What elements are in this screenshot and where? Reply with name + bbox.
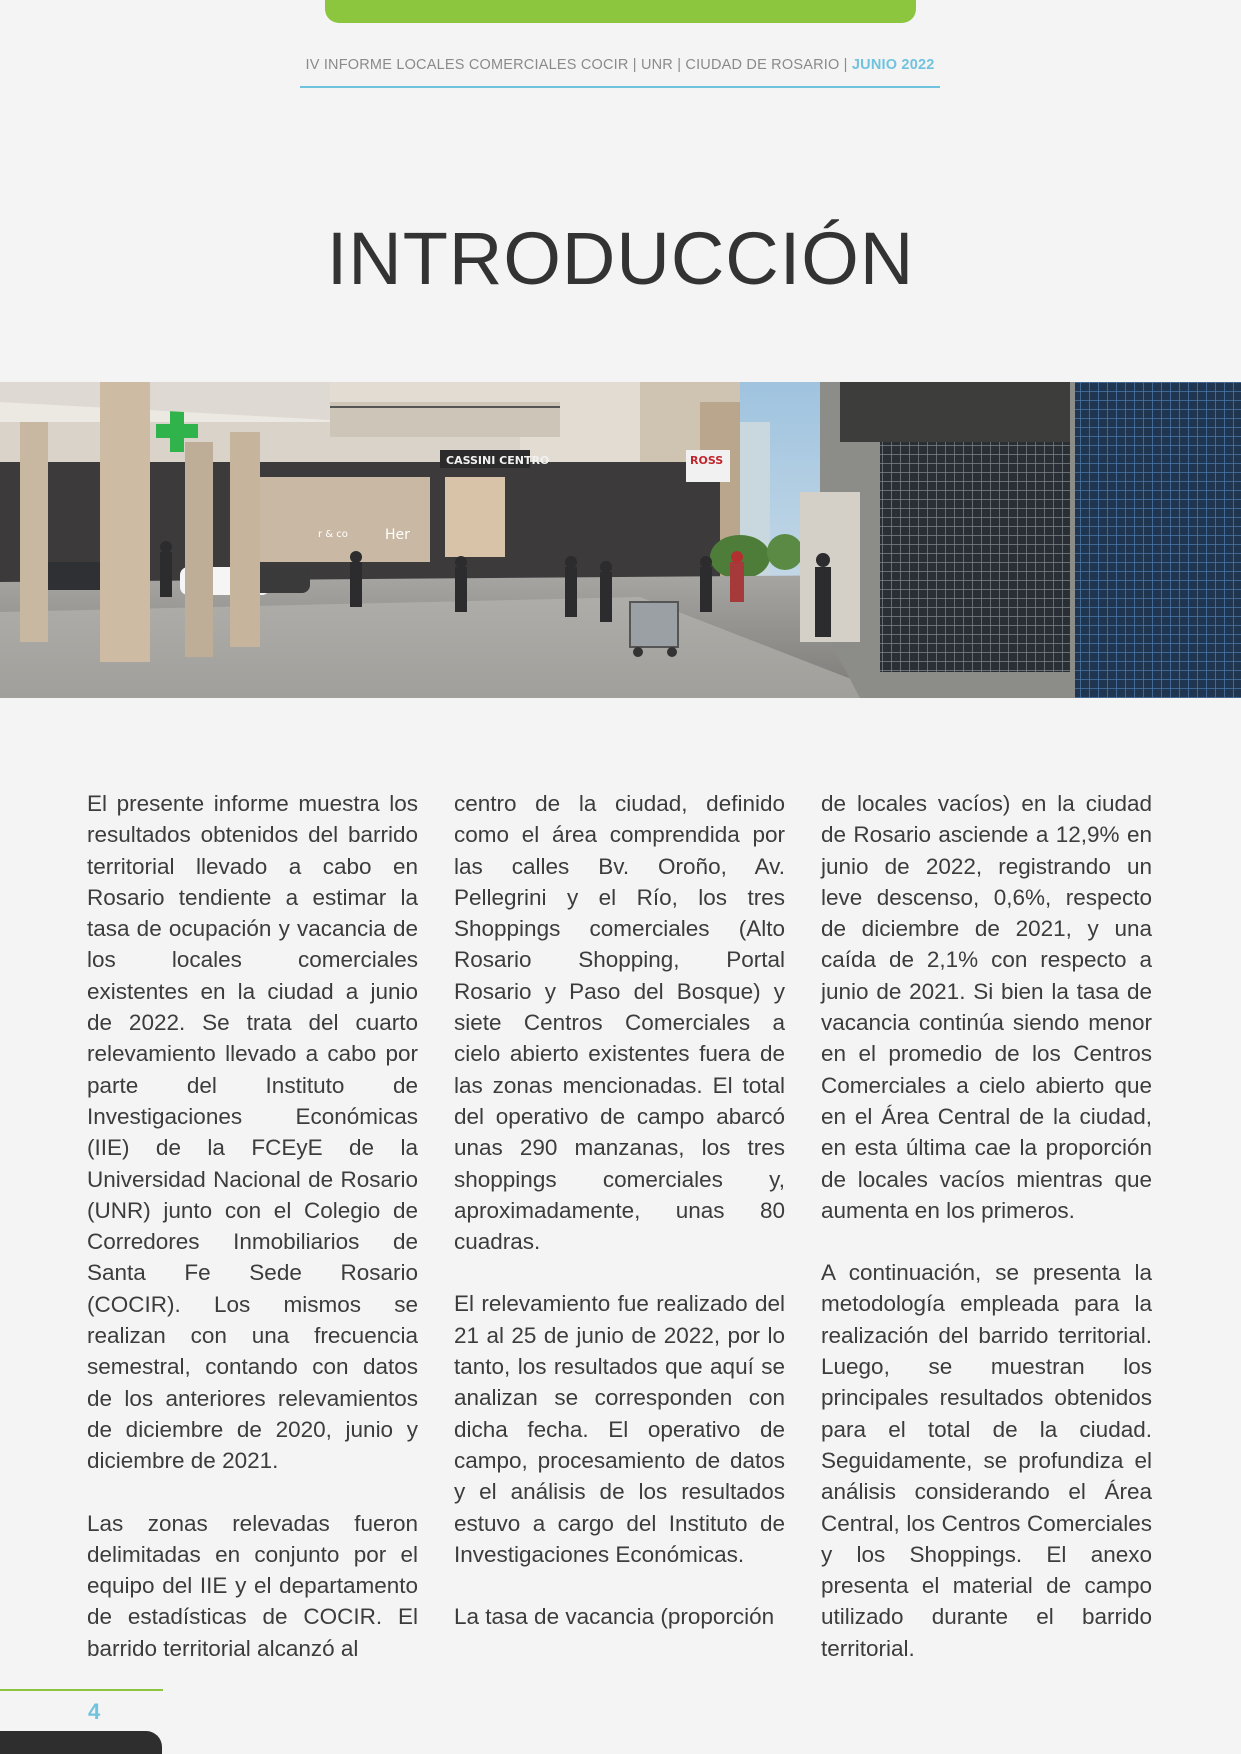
paragraph: El relevamiento fue realizado del 21 al 25 de junio de 2022, por lo tanto, los resultados que aquí se analizan se corresponden con dicha fecha. El operativo de campo, procesamiento de datos y el análisis de los resultados estuvo a cargo del Instituto de Investigaciones Económicas. <box>454 1291 785 1567</box>
footer-accent-tab <box>0 1731 162 1754</box>
sign-rco: r & co <box>318 529 348 540</box>
column-1 <box>87 788 418 1664</box>
running-header <box>300 57 940 73</box>
paragraph: El presente informe muestra los resultados obtenidos del barrido territorial llevado a cabo en Rosario tendiente a estimar la tasa de ocupación y vacancia de los locales comerciales existentes en la ciudad a junio de 2022. Se trata del cuarto relevamiento llevado a cabo por parte del Instituto de Investigaciones Económicas (IIE) de la FCEyE de la Universidad Nacional de Rosario (UNR) junto con el Colegio de Corredores Inmobiliarios de Santa Fe Sede Rosario (COCIR). Los mismos se realizan con una frecuencia semestral, contando con datos de los anteriores relevamientos de diciembre de 2020, junio y diciembre de 2021. <box>87 791 418 1474</box>
sign-her: Her <box>385 527 410 543</box>
top-accent-tab <box>325 0 916 23</box>
paragraph: La tasa de vacancia (proporción <box>454 1604 775 1630</box>
paragraph: de locales vacíos) en la ciudad de Rosario asciende a 12,9% en junio de 2022, registrando un leve descenso, 0,6%, respecto de diciembre de 2021, y una caída de 2,1% con respecto a junio de 2021. Si bien la tasa de vacancia continúa siendo menor en el promedio de los Centros Comerciales a cielo abierto que en el Área Central de la ciudad, en esta última cae la proporción de locales vacíos mientras que aumenta en los primeros. <box>821 791 1152 1223</box>
column-3 <box>821 788 1152 1664</box>
column-2 <box>454 788 785 1664</box>
sign-ross: ROSS <box>690 454 724 467</box>
header-text: IV INFORME LOCALES COMERCIALES COCIR | UNR | CIUDAD DE ROSARIO | <box>305 57 852 73</box>
footer-rule <box>0 1689 163 1691</box>
paragraph: A continuación, se presenta la metodología empleada para la realización del barrido territorial. Luego, se muestran los principales resultados obtenidos para el total de la ciudad. Seguidamente, se profundiza el análisis considerando el Área Central, los Centros Comerciales y los Shoppings. El anexo presenta el material de campo utilizado durante el barrido territorial. <box>821 1260 1152 1661</box>
street-photo <box>0 382 1241 698</box>
header-rule <box>300 86 940 88</box>
page-number: 4 <box>88 1699 101 1724</box>
page-title: INTRODUCCIÓN <box>326 216 915 300</box>
paragraph: Las zonas relevadas fueron delimitadas en conjunto por el equipo del IIE y el departamento de estadísticas de COCIR. El barrido territorial alcanzó al <box>87 1510 418 1661</box>
header-date: JUNIO 2022 <box>851 57 935 73</box>
sign-cassini: CASSINI CENTRO <box>446 454 550 467</box>
body-columns <box>87 788 1152 1664</box>
paragraph: centro de la ciudad, definido como el área comprendida por las calles Bv. Oroño, Av. Pellegrini y el Río, los tres Shoppings comerciales (Alto Rosario Shopping, Portal Rosario y Paso del Bosque) y siete Centros Comerciales a cielo abierto existentes fuera de las zonas mencionadas. El total del operativo de campo abarcó unas 290 manzanas, los tres shoppings comerciales y, aproximadamente, unas 80 cuadras. <box>454 791 785 1255</box>
